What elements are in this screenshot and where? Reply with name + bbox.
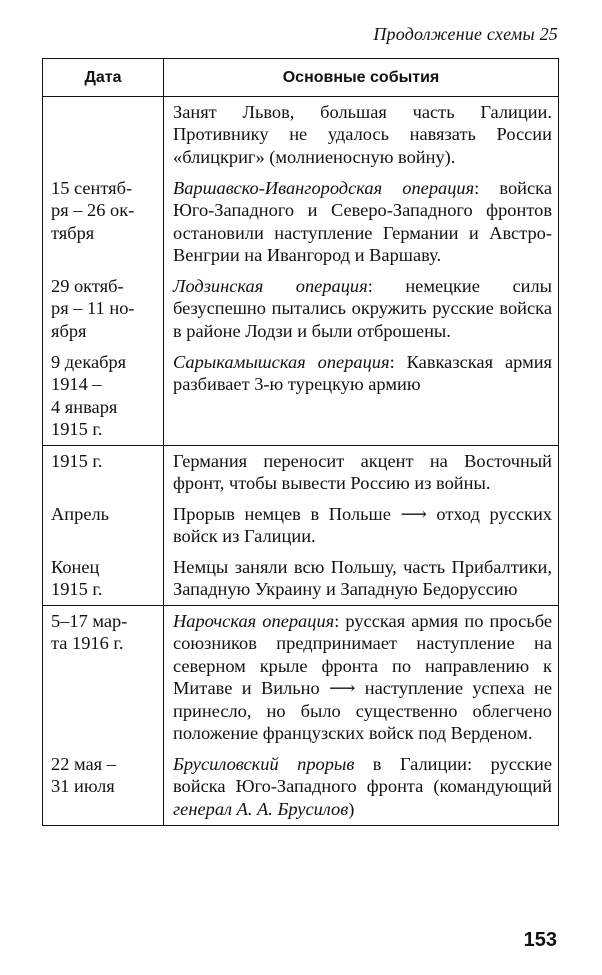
event-name: Лодзинская операция [173, 275, 368, 296]
date-entry [51, 446, 159, 499]
date-entry [51, 347, 159, 445]
event-name: Брусиловский прорыв [173, 753, 355, 774]
table-row [43, 445, 559, 605]
event-text: Германия переносит акцент на Восточный фронт, чтобы вывести Россию из войны. [173, 450, 552, 493]
table-row [43, 96, 559, 445]
event-entry [173, 606, 552, 749]
date-text: Конец 1915 г. [51, 556, 103, 599]
event-text: ) [348, 798, 355, 819]
date-text: 1915 г. [51, 450, 103, 471]
event-entry [173, 446, 552, 499]
event-name: Варшавско-Ивангородская операция [173, 177, 475, 198]
events-cell [164, 605, 559, 825]
events-table [42, 58, 559, 826]
date-entry [51, 271, 159, 347]
date-cell [43, 445, 164, 605]
event-text: в Галиции: русские войска Юго-Западного фронта (командующий [173, 753, 552, 796]
page-number: 153 [523, 929, 557, 951]
event-text: : русская армия по просьбе союзников предпринимает наступление на северном крыле фронта по направлению к Митаве и Вильно ⟶ наступление успеха не принесло, но было существенно облегчено положение французских войск под Верденом. [173, 610, 553, 743]
event-text: Прорыв немцев в Польше ⟶ отход русских войск из Галиции. [173, 503, 552, 546]
date-entry [51, 606, 159, 749]
events-cell [164, 445, 559, 605]
event-text: : Кавказская армия разбивает 3-ю турецкую армию [173, 351, 553, 394]
date-text: 9 декабря 1914 – 4 января 1915 г. [51, 351, 127, 439]
event-entry [173, 271, 552, 347]
table-header-row [43, 59, 559, 97]
events-cell [164, 96, 559, 445]
date-entry [51, 499, 159, 552]
event-text: Немцы заняли всю Польшу, часть Прибалтики, Западную Украину и Западную Бедоруссию [173, 556, 552, 599]
date-text: 22 мая – 31 июля [51, 753, 116, 796]
date-column-header: Дата [43, 59, 164, 97]
date-text: Апрель [51, 503, 110, 524]
event-entry [173, 499, 552, 552]
date-entry [51, 552, 159, 605]
date-text: 29 октяб- ря – 11 но- ября [51, 275, 135, 341]
date-cell [43, 605, 164, 825]
event-entry [173, 552, 552, 605]
date-entry [51, 97, 159, 173]
commander-name: генерал А. А. Брусилов [173, 798, 349, 819]
table-body [43, 96, 559, 825]
date-entry [51, 173, 159, 271]
event-name: Нарочская операция [173, 610, 335, 631]
date-text: 15 сентяб- ря – 26 ок- тября [51, 177, 135, 243]
event-name: Сарыкамышская операция [173, 351, 390, 372]
events-column-header: Основные события [164, 59, 559, 97]
event-text: Занят Львов, большая часть Галиции. Противнику не удалось навязать России «блицкриг» (молниеносную войну). [173, 101, 552, 167]
event-text: : немецкие силы безуспешно пытались окружить русские войска в районе Лодзи и были отброшены. [173, 275, 552, 341]
event-entry [173, 97, 552, 173]
schema-continuation-header: Продолжение схемы 25 [373, 24, 558, 44]
date-entry [51, 749, 159, 825]
event-entry [173, 749, 552, 825]
event-text: : войска Юго-Западного и Северо-Западного фронтов остановили наступление Германии и Австро-Венгрии на Ивангород и Варшаву. [173, 177, 552, 265]
date-text: 5–17 мар- та 1916 г. [51, 610, 128, 653]
event-entry [173, 347, 552, 445]
date-cell [43, 96, 164, 445]
table-row [43, 605, 559, 825]
event-entry [173, 173, 552, 271]
